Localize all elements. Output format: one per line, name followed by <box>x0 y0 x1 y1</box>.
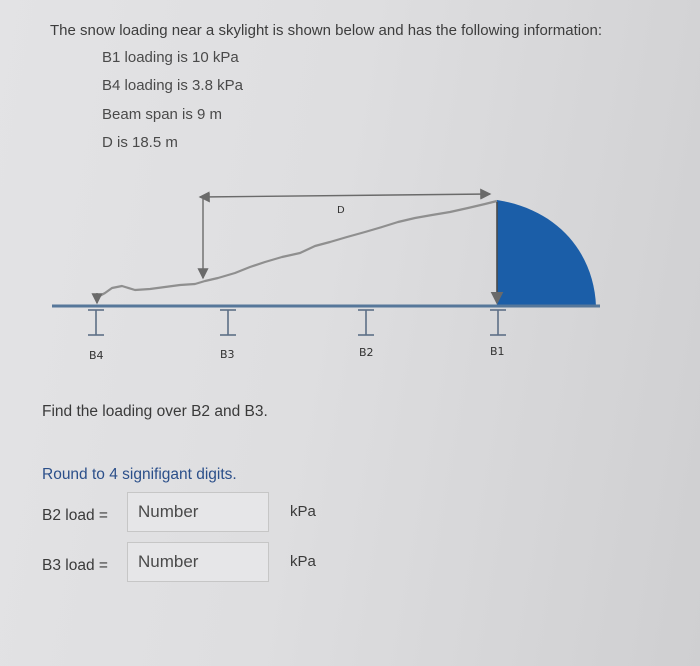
beam-label-b2: B2 <box>359 346 374 359</box>
dimension-d-label: D <box>337 205 345 216</box>
given-b1-loading: B1 loading is 10 kPa <box>102 49 239 66</box>
skylight-shape <box>497 200 596 306</box>
b3-load-input[interactable] <box>127 542 269 582</box>
given-b4-loading: B4 loading is 3.8 kPa <box>102 77 243 94</box>
beam-b3-symbol <box>220 310 236 335</box>
beam-b2-symbol <box>358 310 374 335</box>
beam-b1-symbol <box>490 310 506 335</box>
beam-label-b1: B1 <box>490 345 505 358</box>
b2-load-input[interactable] <box>127 492 269 532</box>
question-text: Find the loading over B2 and B3. <box>42 403 268 420</box>
b2-load-unit: kPa <box>290 503 316 520</box>
b3-load-unit: kPa <box>290 553 316 570</box>
beam-label-b4: B4 <box>89 349 104 362</box>
snow-drift-profile <box>96 201 497 298</box>
rounding-instruction: Round to 4 signifigant digits. <box>42 466 237 483</box>
b3-load-label: B3 load = <box>42 557 108 574</box>
dimension-d-arrow <box>200 194 490 197</box>
beam-b4-symbol <box>88 310 104 335</box>
problem-intro: The snow loading near a skylight is shown below and has the following information: <box>50 22 602 39</box>
beam-label-b3: B3 <box>220 348 235 361</box>
given-beam-span: Beam span is 9 m <box>102 106 223 123</box>
b2-load-label: B2 load = <box>42 507 108 524</box>
given-d-length: D is 18.5 m <box>102 134 178 151</box>
